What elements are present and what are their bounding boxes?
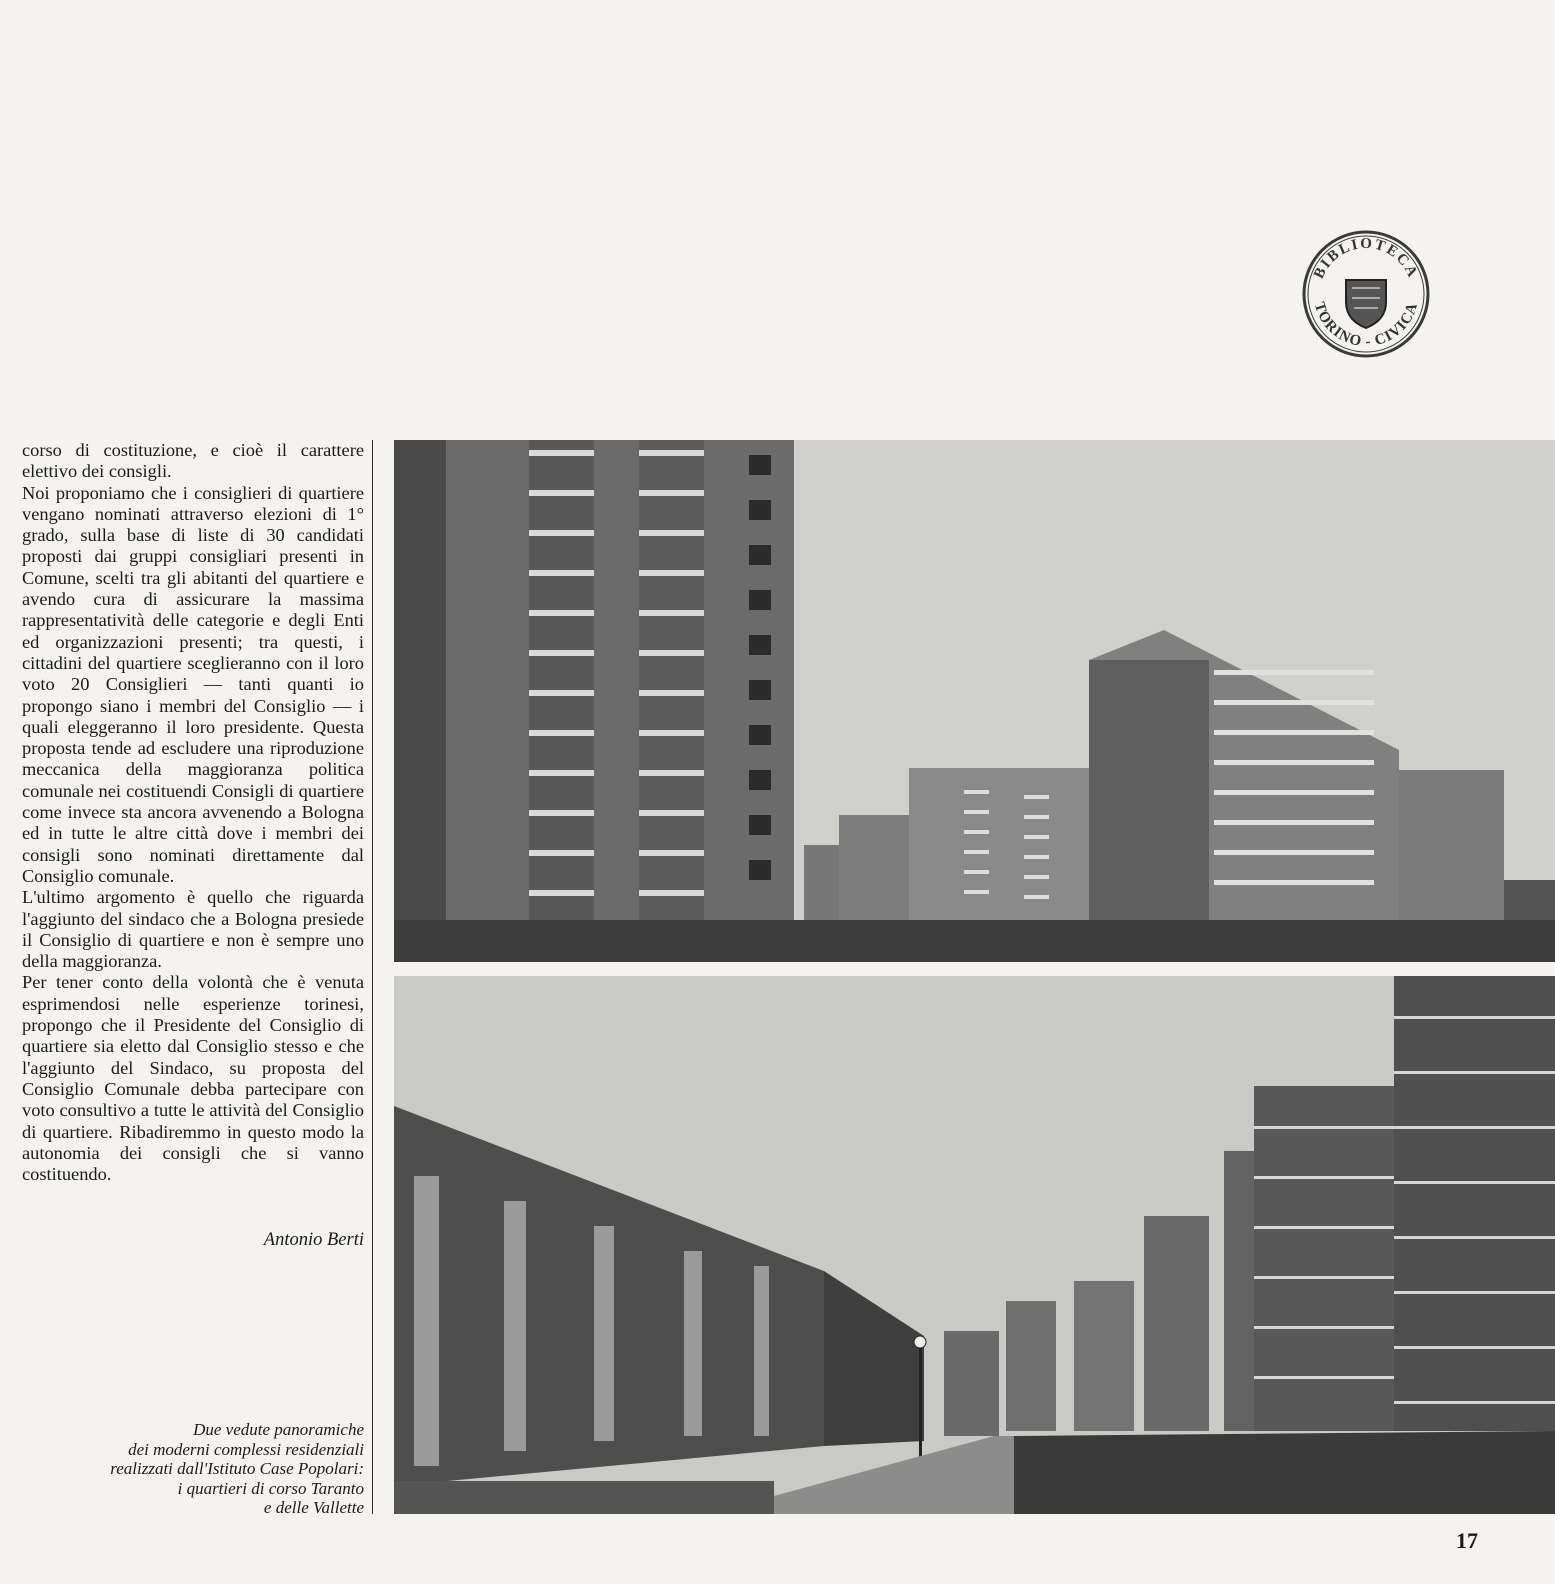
photo-caption <box>22 1420 364 1518</box>
caption-line: Due vedute panoramiche <box>193 1420 364 1439</box>
photo-vallette <box>394 976 1555 1514</box>
caption-line: dei moderni complessi residenziali <box>128 1439 364 1459</box>
library-stamp <box>1300 228 1432 360</box>
article-paragraph: corso di costituzione, e cioè il carattere elettivo dei consigli. <box>22 440 364 482</box>
photo-corso-taranto <box>394 440 1555 962</box>
caption-line: realizzati dall'Istituto Case Popolari: <box>110 1459 364 1479</box>
page-number: 17 <box>1456 1528 1478 1553</box>
stamp-bottom-text: TORINO - CIVICA <box>1310 300 1422 351</box>
article-body <box>22 440 364 1185</box>
svg-text:BIBLIOTECA <box>1311 236 1421 281</box>
caption-line: e delle Vallette <box>263 1498 364 1518</box>
author-signature: Antonio Berti <box>263 1230 364 1250</box>
article-paragraph: Per tener conto della volontà che è venuta esprimendosi nelle esperienze torinesi, propongo che il Presidente del Consiglio di quartiere sia eletto dal Consiglio stesso e che l'aggiunto del Sindaco, su proposta del Consiglio Comunale debba partecipare con voto consultivo a tutte le attività del Consiglio di quartiere. Ribadiremmo in questo modo la autonomia dei consigli che si vanno costituendo. <box>22 972 364 1185</box>
stamp-top-text: BIBLIOTECA <box>1311 235 1421 282</box>
column-divider <box>372 440 373 1514</box>
article-paragraph: Noi proponiamo che i consiglieri di quartiere vengano nominati attraverso elezioni di 1° grado, sulla base di liste di 30 candidati proposti dai gruppi consigliari presenti in Comune, scelti tra gli abitanti del quartiere e avendo cura di assicurare la massima rappresentatività delle categorie e degli Enti ed organizzazioni presenti; tra questi, i cittadini del quartiere sceglieranno con il loro voto 20 Consiglieri — tanti quanti io propongo siano i membri del Consiglio — i quali eleggeranno il loro presidente. Questa proposta tende ad escludere una riproduzione meccanica della maggioranza politica comunale nei costituendi Consigli di quartiere come invece sta ancora avvenendo a Bologna ed in tutte le altre città dove i membri dei consigli sono nominati direttamente dal Consiglio comunale. <box>22 482 364 886</box>
article-paragraph: L'ultimo argomento è quello che riguarda l'aggiunto del sindaco che a Bologna presiede il Consiglio di quartiere e non è sempre uno della maggioranza. <box>22 887 364 972</box>
caption-line: i quartieri di corso Taranto <box>177 1478 364 1498</box>
